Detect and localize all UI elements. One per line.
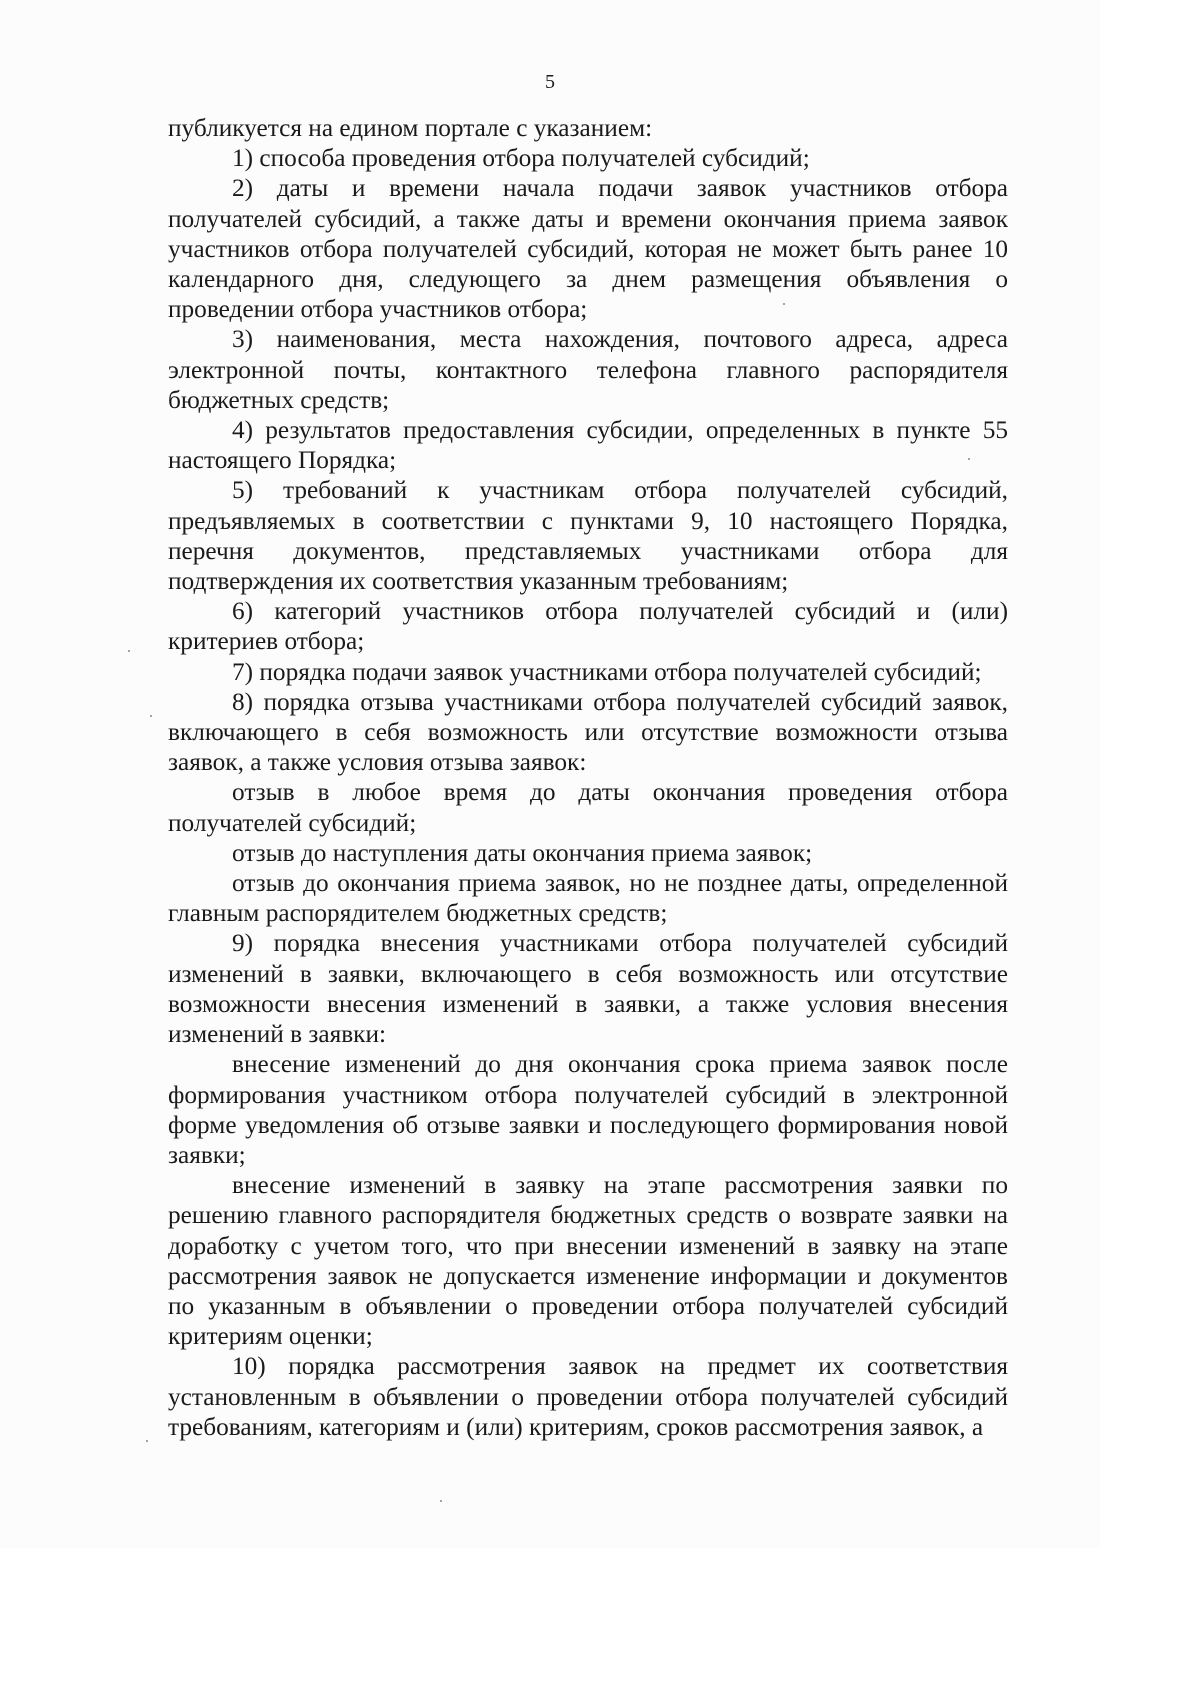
paragraph: публикуется на едином портале с указанием:: [168, 114, 653, 142]
scan-speck: [968, 458, 970, 460]
paragraph: 10) порядка рассмотрения заявок на предмет их соответствия установленным в объявлении о проведении отбора получателей субсидий требованиям, категориям и (или) критериям, сроков рассмотрения заявок, а: [168, 1352, 1008, 1441]
paragraph: 4) результатов предоставления субсидии, определенных в пункте 55 настоящего Порядка;: [168, 416, 1008, 475]
paragraph: отзыв до наступления даты окончания приема заявок;: [232, 838, 813, 867]
paragraph: 1) способа проведения отбора получателей субсидий;: [232, 144, 810, 173]
paragraph: 8) порядка отзыва участниками отбора получателей субсидий заявок, включающего в себя возможность или отсутствие возможности отзыва заявок, а также условия отзыва заявок:: [168, 687, 1008, 777]
paragraph: 2) даты и времени начала подачи заявок участников отбора получателей субсидий, а также даты и времени окончания приема заявок участников отбора получателей субсидий, которая не может быть ранее 10 календарного дня, следующего за днем размещения объявления о проведении отбора участников отбора;: [168, 174, 1008, 324]
paragraph: внесение изменений до дня окончания срока приема заявок после формирования участником отбора получателей субсидий в электронной форме уведомления об отзыве заявки и последующего формирования новой заявки;: [168, 1050, 1008, 1169]
paragraph: 5) требований к участникам отбора получателей субсидий, предъявляемых в соответствии с пунктами 9, 10 настоящего Порядка, перечня документов, представляемых участниками отбора для подтверждения их соответствия указанным требованиям;: [168, 476, 1008, 596]
paragraph: 3) наименования, места нахождения, почтового адреса, адреса электронной почты, контактного телефона главного распорядителя бюджетных средств;: [168, 325, 1008, 414]
scan-speck: [783, 303, 785, 305]
paragraph: 6) категорий участников отбора получателей субсидий и (или) критериев отбора;: [168, 597, 1008, 656]
paragraph: 7) порядка подачи заявок участниками отбора получателей субсидий;: [232, 657, 982, 686]
document-body: [168, 113, 1008, 1442]
scan-speck: [440, 1500, 442, 1502]
paragraph: 9) порядка внесения участниками отбора получателей субсидий изменений в заявки, включающего в себя возможность или отсутствие возможности внесения изменений в заявки, а также условия внесения изменений в заявки:: [168, 929, 1008, 1049]
scan-speck: [150, 715, 152, 717]
page-number: 5: [545, 71, 555, 93]
paragraph: отзыв в любое время до даты окончания проведения отбора получателей субсидий;: [168, 778, 1008, 837]
paragraph: внесение изменений в заявку на этапе рассмотрения заявки по решению главного распорядителя бюджетных средств о возврате заявки на доработку с учетом того, что при внесении изменений в заявку на этапе рассмотрения заявок не допускается изменение информации и документов по указанным в объявлении о проведении отбора получателей субсидий критериям оценки;: [168, 1171, 1008, 1351]
scan-speck: [146, 1440, 148, 1442]
scan-speck: [128, 650, 130, 652]
paragraph: отзыв до окончания приема заявок, но не позднее даты, определенной главным распорядителем бюджетных средств;: [168, 869, 1008, 928]
